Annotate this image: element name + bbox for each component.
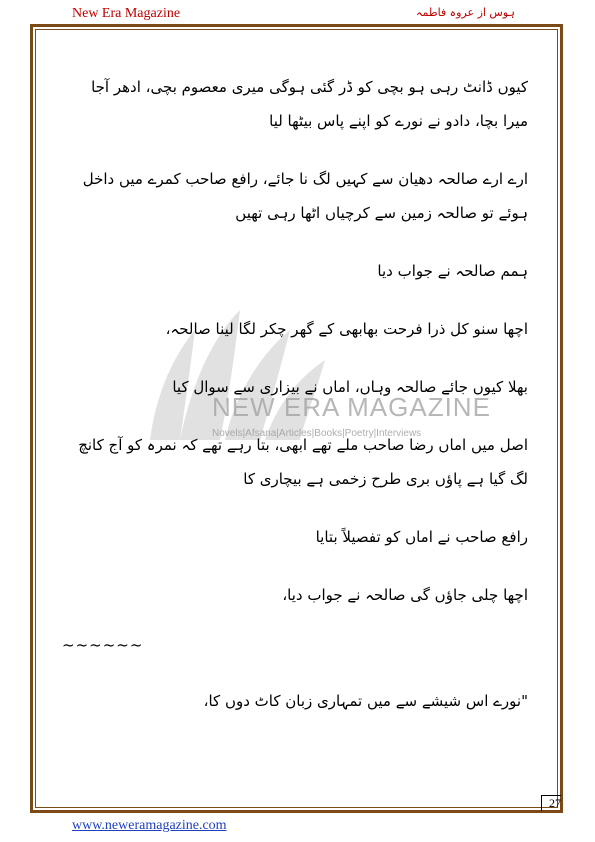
paragraph: اچھا سنو کل ذرا فرحت بھابھی کے گھر چکر لگا لینا صالحہ، [165,320,528,338]
paragraph: اصل میں اماں رضا صاحب ملے تھے ابھی، بتا رہے تھے کہ نمرہ کو آج کانچ لگ گیا ہے پاؤں بری طرح زخمی ہے بیچاری کا [78,436,528,488]
watermark-title: NEW ERA MAGAZINE [212,392,491,422]
paragraph: "نورے اس شیشے سے میں تمہاری زبان کاٹ دوں کا، [203,692,528,710]
paragraph: اچھا چلی جاؤں گی صالحہ نے جواب دیا، [282,586,528,604]
story-text [62,70,528,742]
website-link[interactable]: www.neweramagazine.com [72,818,227,833]
paragraph: بھلا کیوں جائے صالحہ وہاں، اماں نے بیزاری سے سوال کیا [172,378,528,396]
paragraph: رافع صاحب نے اماں کو تفصیلاً بتایا [315,528,528,546]
novel-title: ہوس از عروہ فاطمہ [416,6,515,19]
paragraph: ہمم صالحہ نے جواب دیا [377,262,528,280]
section-separator: ~~~~~~ [62,636,144,654]
paragraph: کیوں ڈانٹ رہی ہو بچی کو ڈر گئی ہوگی میری معصوم بچی، ادھر آجا میرا بچا، دادو نے نورے کو اپنے پاس بیٹھا لیا [91,78,528,130]
magazine-name: New Era Magazine [72,6,181,21]
page-number: 27 [541,795,561,811]
paragraph: ارے ارے صالحہ دھیان سے کہیں لگ نا جائے، رافع صاحب کمرے میں داخل ہوئے تو صالحہ زمین سے کرچیاں اٹھا رہی تھیں [82,170,528,222]
watermark-subtitle: Novels|Afsana|Articles|Books|Poetry|Interviews [212,428,422,439]
